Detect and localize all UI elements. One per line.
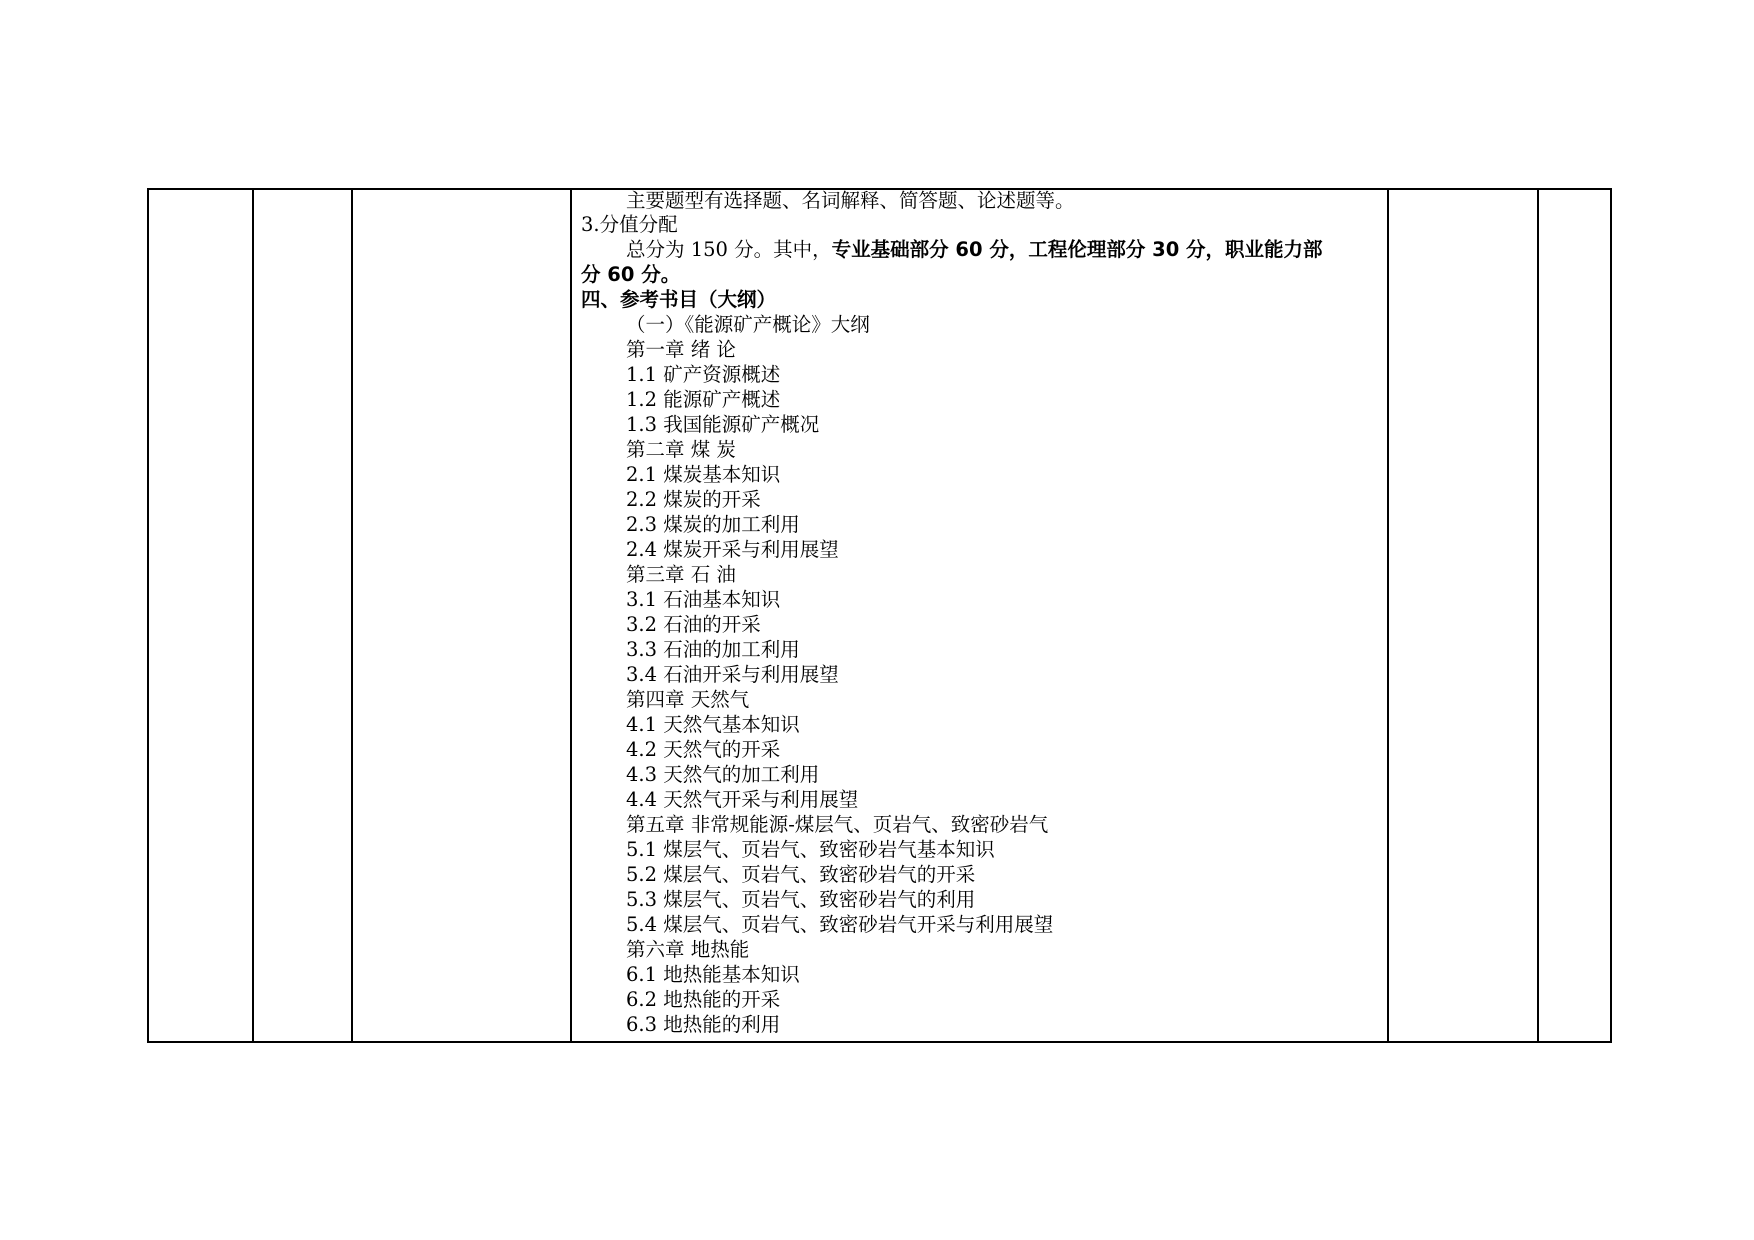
chapter-heading: 第三章 石 油 [626,563,736,586]
score-breakdown-continued: 分 60 分。 [581,263,681,286]
score-total-text: 总分为 150 分。其中， [626,238,832,261]
column-divider-2 [351,190,353,1041]
section-item: 4.1 天然气基本知识 [626,713,800,736]
chapter-heading: 第四章 天然气 [626,688,750,711]
section-item: 3.2 石油的开采 [626,613,761,636]
section-item: 6.1 地热能基本知识 [626,963,800,986]
column-divider-3 [570,190,572,1041]
section-item: 1.2 能源矿产概述 [626,388,781,411]
section-item: 6.2 地热能的开采 [626,988,781,1011]
score-total-line [626,237,1323,262]
reference-books-heading: 四、参考书目（大纲） [581,288,777,311]
section-item: 4.4 天然气开采与利用展望 [626,788,859,811]
outline-title: （一）《能源矿产概论》大纲 [626,313,870,336]
chapter-heading: 第六章 地热能 [626,938,750,961]
section-item: 2.1 煤炭基本知识 [626,463,781,486]
section-item: 2.3 煤炭的加工利用 [626,513,800,536]
section-item: 1.3 我国能源矿产概况 [626,413,820,436]
score-breakdown-bold: 专业基础部分 60 分，工程伦理部分 30 分，职业能力部 [831,238,1323,261]
section-item: 6.3 地热能的利用 [626,1013,781,1036]
section-item: 4.3 天然气的加工利用 [626,763,820,786]
chapter-heading: 第二章 煤 炭 [626,438,736,461]
section-item: 3.3 石油的加工利用 [626,638,800,661]
section-item: 5.4 煤层气、页岩气、致密砂岩气开采与利用展望 [626,913,1054,936]
section-item: 5.2 煤层气、页岩气、致密砂岩气的开采 [626,863,976,886]
section-item: 3.1 石油基本知识 [626,588,781,611]
chapter-heading: 第五章 非常规能源-煤层气、页岩气、致密砂岩气 [626,813,1049,836]
question-types-line: 主要题型有选择题、名词解释、简答题、论述题等。 [626,189,1075,212]
section-item: 1.1 矿产资源概述 [626,363,781,386]
section-item: 5.1 煤层气、页岩气、致密砂岩气基本知识 [626,838,995,861]
column-divider-1 [252,190,254,1041]
section-item: 4.2 天然气的开采 [626,738,781,761]
chapter-heading: 第一章 绪 论 [626,338,736,361]
column-divider-4 [1387,190,1389,1041]
column-divider-5 [1537,190,1539,1041]
section-item: 5.3 煤层气、页岩气、致密砂岩气的利用 [626,888,976,911]
section-item: 3.4 石油开采与利用展望 [626,663,839,686]
section-item: 2.4 煤炭开采与利用展望 [626,538,839,561]
section-item: 2.2 煤炭的开采 [626,488,761,511]
score-distribution-heading: 3.分值分配 [581,213,678,236]
